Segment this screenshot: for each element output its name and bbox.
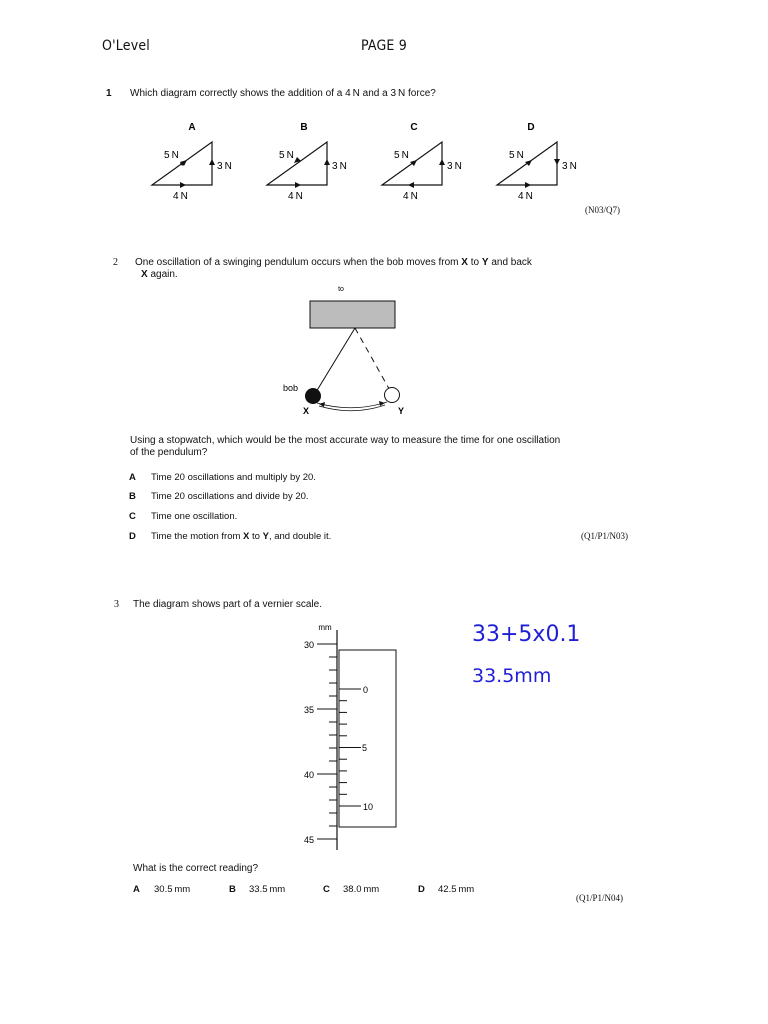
q1-number: 1 [106, 88, 112, 99]
x-label: X [303, 406, 310, 416]
pendulum-support [310, 301, 395, 328]
q1-diagram-b-hyp: 5 N [279, 150, 294, 161]
q3-option-d-text: 42.5 mm [438, 884, 475, 895]
main-label-35: 35 [303, 705, 314, 715]
q3-source: (Q1/P1/N04) [576, 893, 623, 903]
q1-diagram-b-letter: B [300, 122, 308, 133]
q1-diagram-c-hyp: 5 N [394, 150, 409, 161]
q2-option-b-text: Time 20 oscillations and divide by 20. [151, 491, 309, 502]
q1-diagram-a-base: 4 N [173, 191, 188, 202]
pendulum-string [313, 328, 355, 397]
bob-label: bob [283, 383, 299, 393]
q1-text: Which diagram correctly shows the addition of a 4 N and a 3 N force? [130, 88, 436, 99]
q1-diagram-d-hyp: 5 N [509, 150, 524, 161]
q1-diagram-d-letter: D [527, 122, 535, 133]
main-label-40: 40 [303, 770, 314, 780]
q2-text: One oscillation of a swinging pendulum occurs when the bob moves from X to Y and back [135, 257, 532, 268]
q1-diagram-b-base: 4 N [288, 191, 303, 202]
vernier-unit: mm [318, 623, 332, 632]
q2-number: 2 [113, 257, 118, 268]
q3-option-b-text: 33.5 mm [249, 884, 286, 895]
q2-option-c-letter: C [129, 511, 136, 522]
q2-question-line1: Using a stopwatch, which would be the most accurate way to measure the time for one oscillation [130, 435, 561, 446]
q2-option-a-letter: A [129, 472, 136, 483]
q1-diagram-a-vert: 3 N [217, 161, 232, 172]
pendulum-bob-y [385, 388, 400, 403]
q1-diagram-c-vert: 3 N [447, 161, 462, 172]
q3-text: The diagram shows part of a vernier scale. [133, 599, 322, 610]
q2-option-b-letter: B [129, 491, 136, 502]
main-label-30: 30 [303, 640, 314, 650]
q2-source: (Q1/P1/N03) [581, 531, 628, 541]
q1-diagrams [140, 115, 600, 210]
pendulum-cut-label: to [338, 286, 344, 293]
q3-number: 3 [114, 599, 119, 610]
y-label: Y [398, 406, 405, 416]
q1-diagram-c [382, 122, 462, 202]
q2-option-a-text: Time 20 oscillations and multiply by 20. [151, 472, 316, 483]
vernier-label-10: 10 [363, 802, 374, 812]
q3-option-d-letter: D [418, 884, 425, 895]
handwriting-answer: 33.5mm [472, 665, 552, 687]
q1-diagram-c-base: 4 N [403, 191, 418, 202]
page-number: PAGE 9 [361, 38, 407, 54]
q3-prompt: What is the correct reading? [133, 863, 259, 874]
main-scale-ticks [317, 644, 337, 839]
vernier-slider [339, 650, 396, 827]
main-label-45: 45 [303, 835, 314, 845]
q1-diagram-d [497, 122, 577, 202]
q1-diagram-a [152, 122, 232, 202]
q3-option-a-letter: A [133, 884, 140, 895]
pendulum-string-dashed [355, 328, 392, 394]
handwriting-calculation: 33+5x0.1 [472, 622, 581, 647]
q2-question-line2: of the pendulum? [130, 447, 208, 458]
q2-text-line2: X again. [141, 269, 178, 280]
q2-option-c-text: Time one oscillation. [151, 511, 238, 522]
q1-diagram-b-vert: 3 N [332, 161, 347, 172]
q1-diagram-a-letter: A [188, 122, 196, 133]
q3-option-a-text: 30.5 mm [154, 884, 191, 895]
q1-source: (N03/Q7) [585, 205, 620, 215]
q1-diagram-d-base: 4 N [518, 191, 533, 202]
pendulum-diagram [270, 282, 440, 420]
q2-option-d-text: Time the motion from X to Y, and double it. [151, 531, 332, 542]
q1-diagram-c-letter: C [410, 122, 418, 133]
q2-option-d-letter: D [129, 531, 136, 542]
q1-diagram-a-hyp: 5 N [164, 150, 179, 161]
vernier-scale [280, 615, 420, 855]
q1-diagram-b [267, 122, 347, 202]
header-left: O'Level [102, 38, 150, 54]
q1-diagram-d-vert: 3 N [562, 161, 577, 172]
pendulum-bob-x [305, 388, 321, 404]
q3-option-c-letter: C [323, 884, 330, 895]
vernier-label-5: 5 [362, 743, 368, 753]
q3-option-b-letter: B [229, 884, 236, 895]
vernier-label-0: 0 [363, 685, 369, 695]
q3-option-c-text: 38.0 mm [343, 884, 380, 895]
